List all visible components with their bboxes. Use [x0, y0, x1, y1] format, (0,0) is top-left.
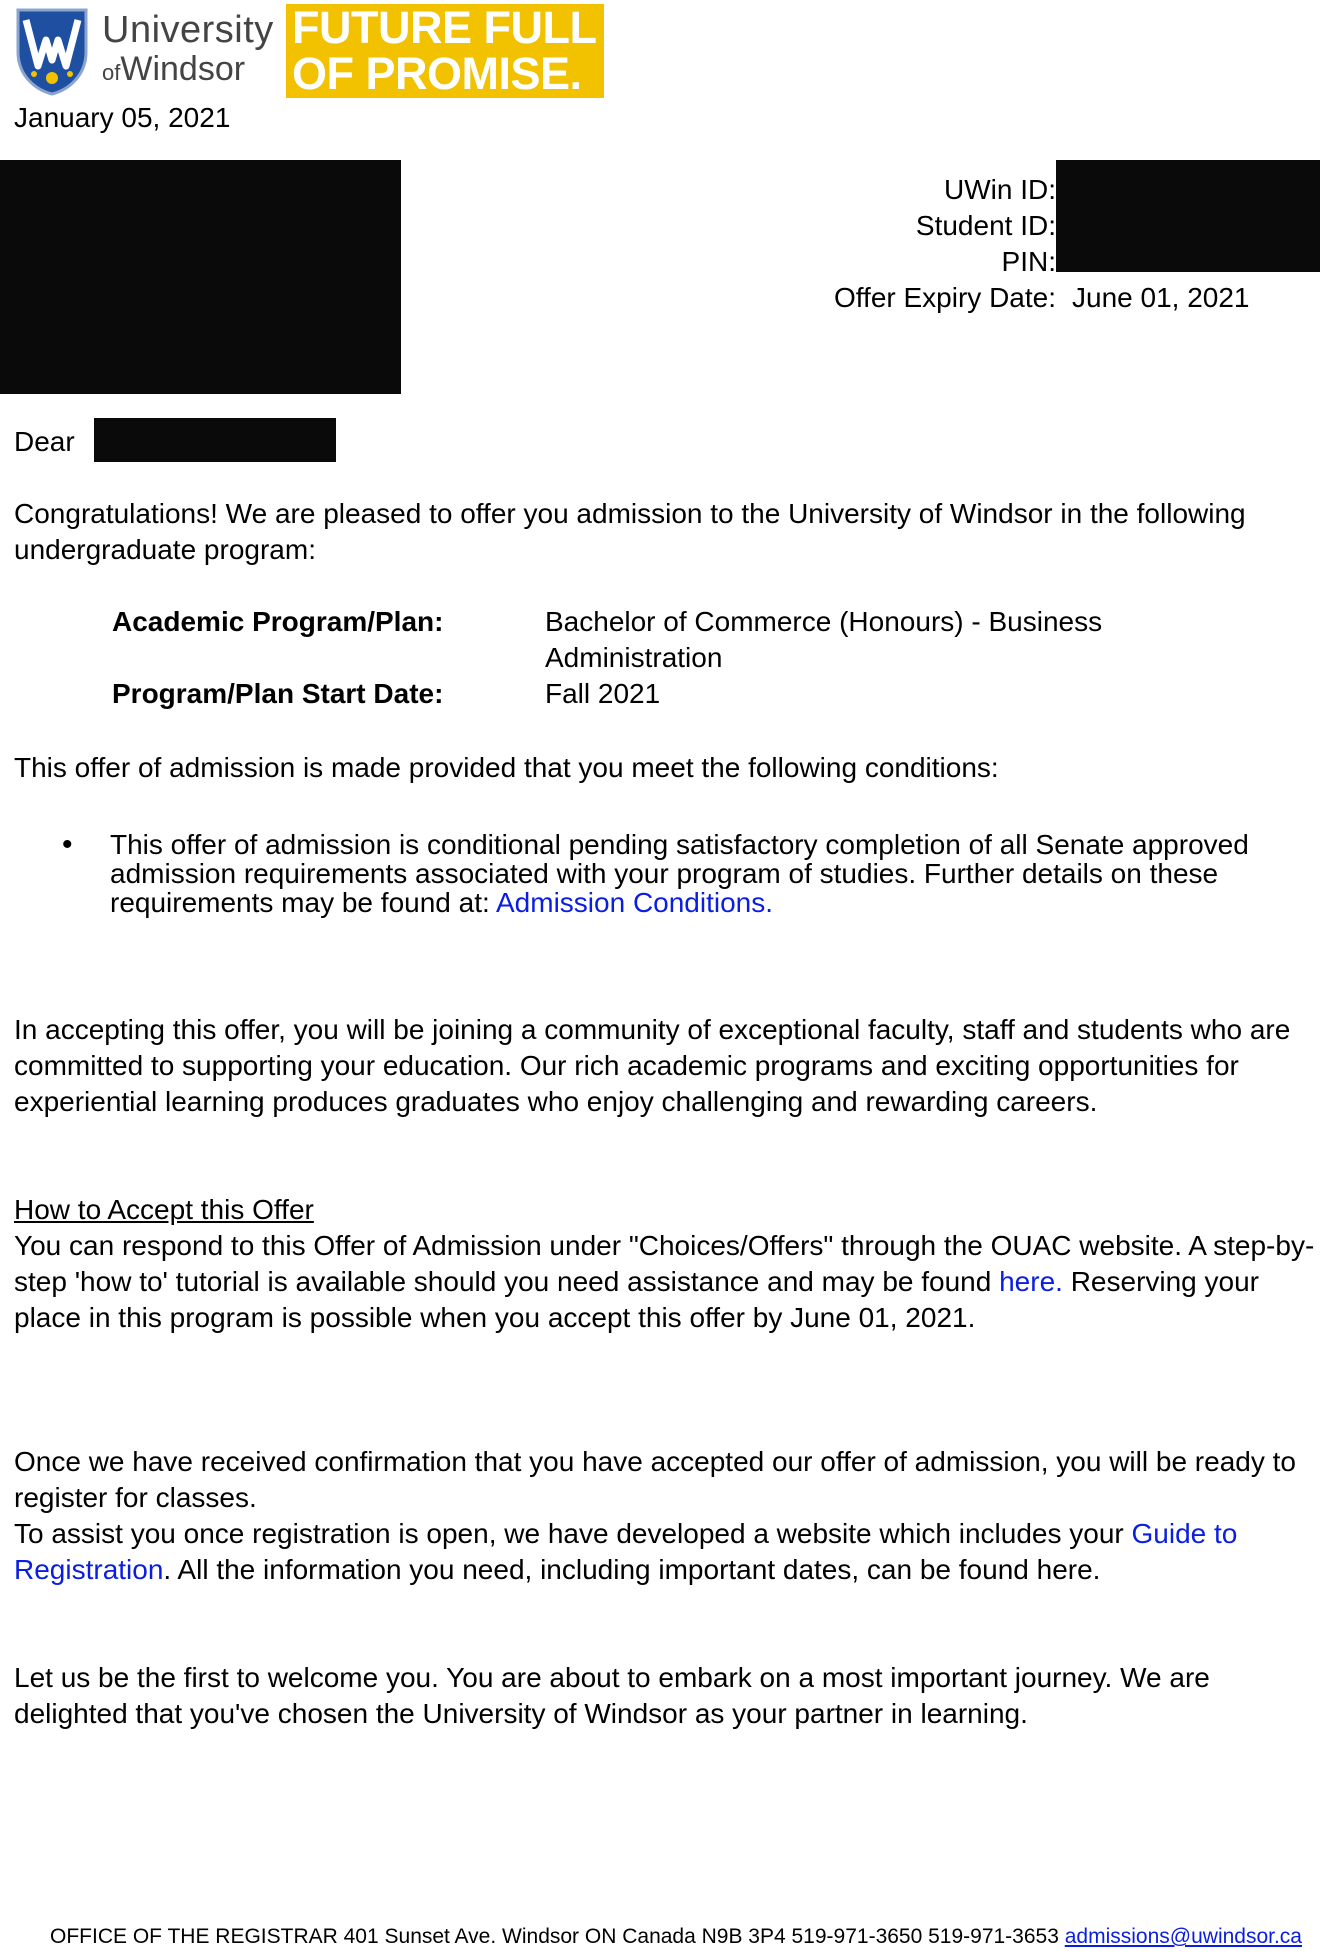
welcome-paragraph: Let us be the first to welcome you. You are about to embark on a most important journey. We are delighted that you've chosen the University of Windsor as your partner in learning. [14, 1662, 1210, 1729]
slogan-line-1: FUTURE FULL [292, 2, 597, 53]
program-row [112, 604, 1185, 676]
letter-date: January 05, 2021 [14, 102, 231, 133]
registration-section [14, 1444, 1326, 1588]
community-paragraph: In accepting this offer, you will be joining a community of exceptional faculty, staff and students who are committed to supporting your education. Our rich academic programs and exciting opportunities for experiential learning produces graduates who enjoy challenging and rewarding careers. [14, 1014, 1291, 1117]
start-date-value: Fall 2021 [545, 678, 661, 709]
start-date-row [112, 676, 1185, 712]
university-logo [14, 4, 604, 98]
conditions-intro: This offer of admission is made provided that you meet the following conditions: [14, 752, 999, 783]
bullet-icon: • [62, 828, 73, 861]
offer-expiry-value: June 01, 2021 [1072, 282, 1250, 313]
condition-item [62, 830, 1272, 917]
program-value: Bachelor of Commerce (Honours) - Business Administration [545, 606, 1103, 673]
accept-section [14, 1192, 1326, 1336]
program-details [112, 604, 1185, 712]
offer-expiry-label: Offer Expiry Date: [833, 282, 1056, 313]
id-labels [834, 172, 1056, 316]
accept-text: You can respond to this Offer of Admission under "Choices/Offers" through the OUAC website. A step-by-step 'how to' tutorial is available should you need assistance and may be found here. Reserving your place in this program is possible when you accept this offer by June 01, 2021. [14, 1230, 1315, 1333]
redacted-address-block [0, 160, 401, 394]
redacted-id-values [1056, 160, 1320, 272]
registration-text-1: Once we have received confirmation that you have accepted our offer of admission, you will be ready to register for classes. [14, 1446, 1296, 1513]
footer [50, 1924, 1302, 1950]
redacted-recipient-name [94, 418, 336, 462]
salutation: Dear [14, 426, 75, 457]
slogan-banner [286, 4, 604, 98]
condition-text: This offer of admission is conditional pending satisfactory completion of all Senate approved admission requirements associated with your program of studies. Further details on these requirements may be found at: Admission Conditions. [110, 829, 1249, 918]
admissions-email-link[interactable]: admissions@uwindsor.ca [1064, 1925, 1302, 1948]
university-shield-icon [14, 6, 90, 96]
wordmark-windsor: ofWindsor [102, 50, 246, 88]
footer-address: OFFICE OF THE REGISTRAR 401 Sunset Ave. Windsor ON Canada N9B 3P4 519-971-3650 519-971-3653 [50, 1925, 1065, 1948]
tutorial-here-link[interactable]: here. [999, 1266, 1063, 1297]
slogan-line-2: OF PROMISE. [292, 48, 582, 99]
accept-heading: How to Accept this Offer [14, 1194, 314, 1225]
pin-label: PIN: [1001, 246, 1056, 277]
guide-to-registration-link[interactable]: Guide to Registration [14, 1518, 1238, 1585]
program-label: Academic Program/Plan: [112, 606, 444, 637]
wordmark-university: University [102, 9, 274, 51]
registration-text-2: To assist you once registration is open, we have developed a website which includes your Guide to Registration. All the information you need, including important dates, can be found here. [14, 1518, 1238, 1585]
university-wordmark [90, 4, 282, 98]
intro-paragraph: Congratulations! We are pleased to offer you admission to the University of Windsor in the following undergraduate program: [14, 498, 1246, 565]
start-date-label: Program/Plan Start Date: [112, 678, 444, 709]
admission-conditions-link[interactable]: Admission Conditions. [496, 887, 774, 918]
student-id-label: Student ID: [915, 210, 1056, 241]
uwin-id-label: UWin ID: [944, 174, 1056, 205]
